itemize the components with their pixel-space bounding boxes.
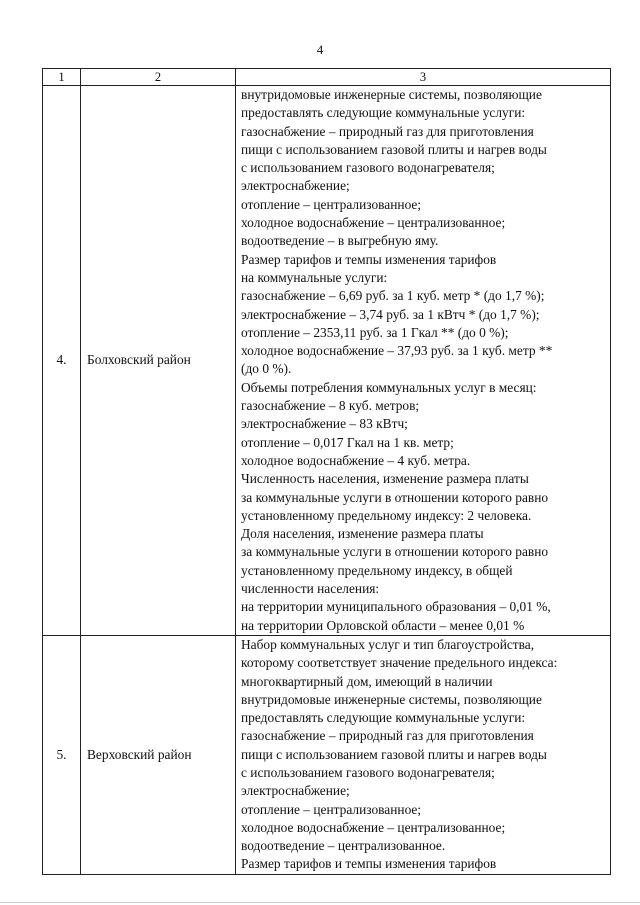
text-line: электроснабжение – 83 кВтч; bbox=[241, 416, 408, 432]
text-line: установленному предельному индексу, в общей bbox=[241, 562, 513, 578]
text-line: внутридомовые инженерные системы, позволяющие bbox=[241, 691, 542, 707]
text-line: газоснабжение – природный газ для приготовления bbox=[241, 123, 534, 139]
text-line: предоставлять следующие коммунальные услуги: bbox=[241, 710, 526, 726]
text-line: установленному предельному индексу: 2 человека. bbox=[241, 507, 532, 523]
text-line: за коммунальные услуги в отношении которого равно bbox=[241, 489, 549, 505]
page-bottom-divider bbox=[0, 902, 640, 903]
text-line: внутридомовые инженерные системы, позволяющие bbox=[241, 87, 542, 102]
text-line: Размер тарифов и темпы изменения тарифов bbox=[241, 856, 497, 872]
text-line: отопление – централизованное; bbox=[241, 801, 422, 817]
text-line: на территории муниципального образования – 0,01 %, bbox=[241, 599, 551, 615]
text-line: электроснабжение; bbox=[241, 178, 350, 194]
district-name: Болховский район bbox=[81, 86, 236, 636]
header-cell-2: 2 bbox=[81, 69, 236, 86]
table-row bbox=[43, 635, 611, 874]
page-number: 4 bbox=[316, 42, 324, 57]
text-line: за коммунальные услуги в отношении которого равно bbox=[241, 544, 549, 560]
text-line: Доля населения, изменение размера платы bbox=[241, 526, 484, 542]
text-line: предоставлять следующие коммунальные услуги: bbox=[241, 105, 526, 121]
table-row bbox=[43, 86, 611, 636]
row-number: 4. bbox=[43, 86, 81, 636]
header-cell-3: 3 bbox=[236, 69, 611, 86]
district-name: Верховский район bbox=[81, 635, 236, 874]
description-cell bbox=[236, 86, 611, 636]
header-cell-1: 1 bbox=[43, 69, 81, 86]
text-line: отопление – 0,017 Гкал на 1 кв. метр; bbox=[241, 434, 454, 450]
table-header-row bbox=[43, 69, 611, 86]
text-line: с использованием газового водонагревателя; bbox=[241, 764, 495, 780]
text-line: электроснабжение – 3,74 руб. за 1 кВтч * (до 1,7 %); bbox=[241, 306, 540, 322]
text-line: холодное водоснабжение – 37,93 руб. за 1 куб. метр ** bbox=[241, 343, 553, 359]
row-number: 5. bbox=[43, 635, 81, 874]
text-line: электроснабжение; bbox=[241, 783, 350, 799]
text-line: газоснабжение – 8 куб. метров; bbox=[241, 398, 420, 414]
text-line: на территории Орловской области – менее 0,01 % bbox=[241, 617, 525, 633]
tariff-table bbox=[42, 68, 611, 875]
text-line: которому соответствует значение предельного индекса: bbox=[241, 655, 558, 671]
text-line: численности населения: bbox=[241, 581, 380, 597]
text-line: с использованием газового водонагревателя; bbox=[241, 160, 495, 176]
text-line: пищи с использованием газовой плиты и нагрев воды bbox=[241, 746, 547, 762]
text-line: (до 0 %). bbox=[241, 361, 292, 377]
text-line: на коммунальные услуги: bbox=[241, 269, 388, 285]
text-line: отопление – 2353,11 руб. за 1 Гкал ** (до 0 %); bbox=[241, 324, 509, 340]
text-line: холодное водоснабжение – 4 куб. метра. bbox=[241, 452, 471, 468]
text-line: водоотведение – в выгребную яму. bbox=[241, 233, 439, 249]
description-cell bbox=[236, 635, 611, 874]
text-line: водоотведение – централизованное. bbox=[241, 838, 446, 854]
text-line: Объемы потребления коммунальных услуг в месяц: bbox=[241, 379, 537, 395]
text-line: Набор коммунальных услуг и тип благоустройства, bbox=[241, 636, 535, 652]
text-line: Численность населения, изменение размера платы bbox=[241, 471, 529, 487]
text-line: холодное водоснабжение – централизованное; bbox=[241, 215, 506, 231]
text-line: отопление – централизованное; bbox=[241, 196, 422, 212]
text-line: пищи с использованием газовой плиты и нагрев воды bbox=[241, 141, 547, 157]
text-line: многоквартирный дом, имеющий в наличии bbox=[241, 673, 493, 689]
text-line: Размер тарифов и темпы изменения тарифов bbox=[241, 251, 497, 267]
text-line: газоснабжение – природный газ для приготовления bbox=[241, 728, 534, 744]
text-line: холодное водоснабжение – централизованное; bbox=[241, 819, 506, 835]
text-line: газоснабжение – 6,69 руб. за 1 куб. метр * (до 1,7 %); bbox=[241, 288, 545, 304]
